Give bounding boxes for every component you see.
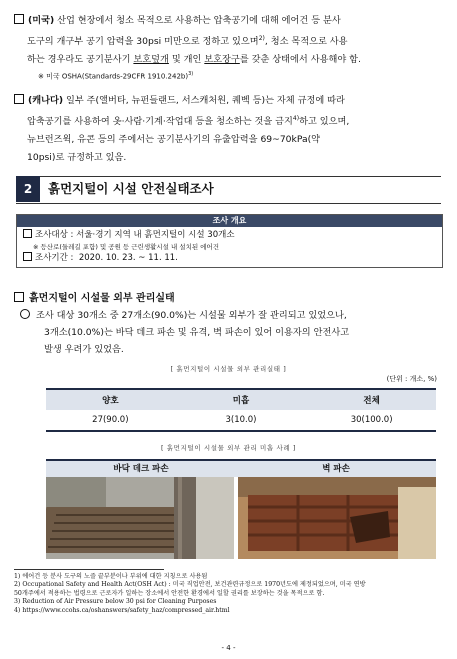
table-unit: (단위 : 개소, %) <box>386 375 437 383</box>
table-row <box>46 410 436 431</box>
table-header-cell: 미흡 <box>175 389 308 410</box>
photo-left-label: 바닥 데크 파손 <box>46 459 236 477</box>
survey-overview-box <box>16 214 443 268</box>
table-cell: 27(90.0) <box>46 410 175 431</box>
footnote-item: 4) https://www.ccohs.ca/oshanswers/safety_haz/compressed_air.html <box>14 606 230 614</box>
photo-right-label: 벽 파손 <box>236 459 436 477</box>
footnote-item: 50개주에서 적용하는 법령으로 근로자가 일하는 장소에서 안전한 환경에서 일할 권리를 보장하는 것을 목적으로 함. <box>14 589 325 597</box>
paragraph-ca-line3: 뉴브런즈윅, 유콘 등의 주에서는 공기분사기의 유출압력을 69~70kPa(약 <box>27 134 321 146</box>
finding-paragraph <box>20 307 440 358</box>
table-header-cell: 전체 <box>307 389 436 410</box>
paragraph-canada <box>14 92 446 167</box>
table-cell: 3(10.0) <box>175 410 308 431</box>
checkbox-square-icon <box>23 229 32 238</box>
section-number: 2 <box>16 176 40 202</box>
checkbox-square-icon <box>14 94 24 104</box>
deck-damage-image <box>46 477 234 559</box>
photo-deck-damage <box>46 477 234 559</box>
paragraph-ca-line1: (캐나다) 일부 주(앨버타, 뉴펀들랜드, 서스캐처원, 퀘벡 등)는 자체 규정에 따라 <box>14 92 446 110</box>
footnotes <box>14 573 446 615</box>
survey-overview-body <box>17 227 442 267</box>
page-number: - 4 - <box>221 644 236 652</box>
paragraph-us <box>14 12 446 81</box>
wall-damage-image <box>238 477 436 559</box>
checkbox-square-icon <box>23 252 32 261</box>
subsection-heading: 흙먼지털이 시설물 외부 관리실태 <box>14 289 175 304</box>
footnote-separator <box>14 569 164 570</box>
checkbox-square-icon <box>14 292 24 302</box>
table-cell: 30(100.0) <box>307 410 436 431</box>
checkbox-square-icon <box>14 14 24 24</box>
paragraph-us-line3: 하는 경우라도 공기분사기 보호덮개 및 개인 보호장구를 갖춘 상태에서 사용해야 함. <box>27 54 361 66</box>
finding-line2: 3개소(10.0%)는 바닥 데크 파손 및 유격, 벽 파손이 있어 이용자의 안전사고 <box>44 327 350 338</box>
photos-caption: [ 흙먼지털이 시설물 외부 관리 미흡 사례 ] <box>161 444 296 452</box>
finding-line3: 발생 우려가 있었음. <box>44 344 124 355</box>
paragraph-us-line2: 도구의 개구부 공기 압력을 30psi 미만으로 정하고 있으며$^{2)}$, 청소 목적으로 사용 <box>27 35 348 48</box>
paragraph-ca-line2: 압축공기를 사용하여 옷·사람·기계·작업대 등을 청소하는 것을 금지$^{4)}$하고 있으며, <box>27 115 350 128</box>
paragraph-ca-line4: 10psi)로 규정하고 있음. <box>27 152 127 164</box>
paragraph-us-line1: (미국) 산업 현장에서 청소 목적으로 사용하는 압축공기에 대해 에어건 등 분사 <box>14 12 446 30</box>
footnote-item: 2) Occupational Safety and Health Act(OSH Act) : 미국 직업안전, 보건관련규정으로 1970년도에 제정되었으며, 미국 연방 <box>14 581 366 589</box>
table-caption: [ 흙먼지털이 시설물 외부 관리실태 ] <box>170 365 287 373</box>
survey-overview-header: 조사 개요 <box>17 215 442 227</box>
photo-wall-damage <box>238 477 436 559</box>
survey-target-note: ※ 등산로(둘레길 포함) 및 공원 등 근린생활시설 내 설치된 에어건 <box>33 243 220 251</box>
survey-period: 조사기간 : 2020. 10. 23. ~ 11. 11. <box>23 252 436 265</box>
section-title: 흙먼지털이 시설 안전실태조사 <box>48 181 214 196</box>
footnote-item: 1) 에어건 등 분사 도구의 노즐 끝부분이나 부위에 대한 지칭으로 사용됨 <box>14 573 208 580</box>
table-header-row <box>46 389 436 410</box>
circle-bullet-icon <box>20 309 30 319</box>
survey-target: 조사대상 : 서울·경기 지역 내 흙먼지털이 시설 30개소 <box>23 229 436 242</box>
footnote-item: 3) Reduction of Air Pressure below 30 psi for Cleaning Purposes <box>14 598 217 606</box>
result-table <box>46 388 436 432</box>
paragraph-us-note: ※ 미국 OSHA(Standards-29CFR 1910.242b)$^{3)}$ <box>38 71 194 81</box>
finding-line1: 조사 대상 30개소 중 27개소(90.0%)는 시설물 외부가 잘 관리되고 있었으나, <box>20 307 440 324</box>
table-header-cell: 양호 <box>46 389 175 410</box>
